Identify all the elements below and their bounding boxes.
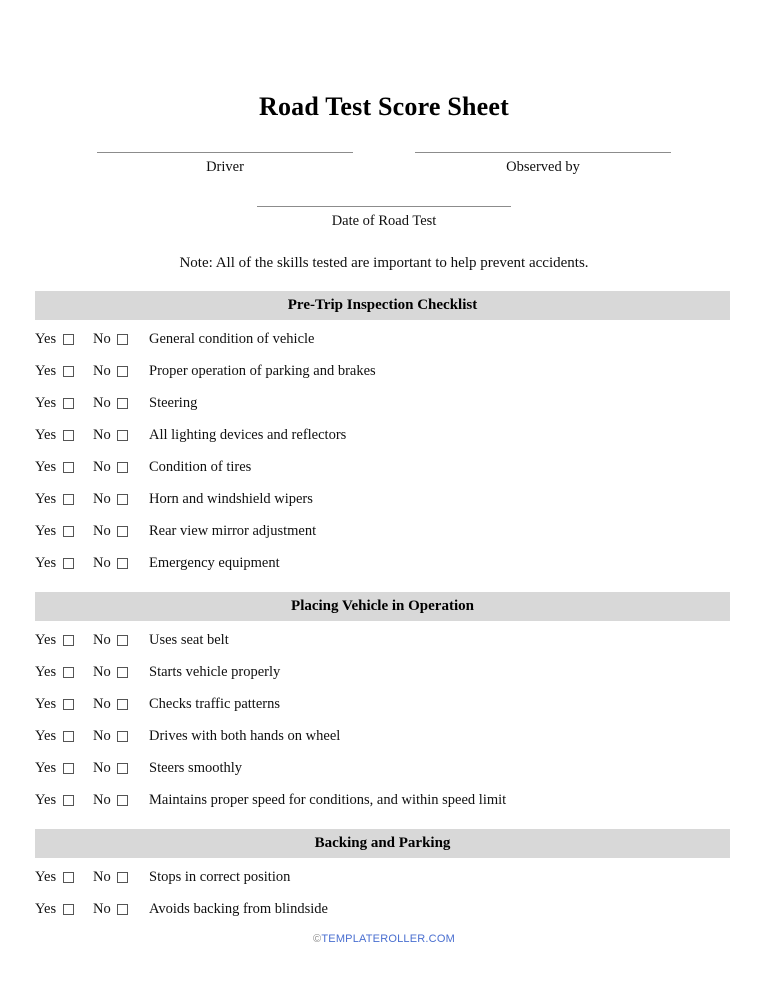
checklist	[35, 291, 730, 925]
yes-checkbox[interactable]	[63, 366, 74, 377]
yes-label: Yes	[35, 759, 57, 776]
checklist-item-label: Condition of tires	[149, 458, 252, 475]
checklist-row	[35, 624, 730, 656]
no-label: No	[93, 900, 111, 917]
no-checkbox[interactable]	[117, 334, 128, 345]
no-checkbox[interactable]	[117, 635, 128, 646]
yes-checkbox[interactable]	[63, 699, 74, 710]
yes-label: Yes	[35, 791, 57, 808]
yes-label: Yes	[35, 394, 57, 411]
no-label: No	[93, 868, 111, 885]
checklist-row	[35, 720, 730, 752]
no-checkbox[interactable]	[117, 731, 128, 742]
no-label: No	[93, 522, 111, 539]
yes-checkbox[interactable]	[63, 398, 74, 409]
yes-label: Yes	[35, 330, 57, 347]
yes-label: Yes	[35, 362, 57, 379]
checklist-row	[35, 656, 730, 688]
checklist-row	[35, 893, 730, 925]
yes-label: Yes	[35, 522, 57, 539]
checklist-row	[35, 451, 730, 483]
no-label: No	[93, 791, 111, 808]
no-label: No	[93, 426, 111, 443]
yes-checkbox[interactable]	[63, 795, 74, 806]
checklist-item-label: Starts vehicle properly	[149, 663, 281, 680]
checklist-row	[35, 752, 730, 784]
no-checkbox[interactable]	[117, 795, 128, 806]
no-label: No	[93, 727, 111, 744]
checklist-item-label: Rear view mirror adjustment	[149, 522, 317, 539]
signature-field-driver	[97, 152, 353, 176]
yes-checkbox[interactable]	[63, 494, 74, 505]
signature-label-date-of-road-test: Date of Road Test	[331, 213, 437, 229]
section-header: Pre-Trip Inspection Checklist	[35, 291, 730, 320]
yes-checkbox[interactable]	[63, 462, 74, 473]
yes-label: Yes	[35, 631, 57, 648]
yes-label: Yes	[35, 900, 57, 917]
no-label: No	[93, 759, 111, 776]
checklist-row	[35, 355, 730, 387]
yes-label: Yes	[35, 554, 57, 571]
no-checkbox[interactable]	[117, 667, 128, 678]
yes-checkbox[interactable]	[63, 526, 74, 537]
no-label: No	[93, 554, 111, 571]
no-checkbox[interactable]	[117, 398, 128, 409]
no-label: No	[93, 695, 111, 712]
yes-label: Yes	[35, 426, 57, 443]
checklist-row	[35, 515, 730, 547]
signature-field-observed-by	[415, 152, 671, 176]
no-checkbox[interactable]	[117, 558, 128, 569]
yes-label: Yes	[35, 663, 57, 680]
checklist-item-label: Stops in correct position	[149, 868, 291, 885]
checklist-row	[35, 784, 730, 816]
checklist-row	[35, 547, 730, 579]
no-label: No	[93, 490, 111, 507]
yes-checkbox[interactable]	[63, 334, 74, 345]
checklist-row	[35, 688, 730, 720]
checklist-item-label: Drives with both hands on wheel	[149, 727, 341, 744]
no-checkbox[interactable]	[117, 699, 128, 710]
signature-line-date-of-road-test[interactable]	[257, 206, 511, 207]
checklist-row	[35, 861, 730, 893]
yes-label: Yes	[35, 490, 57, 507]
checklist-row	[35, 419, 730, 451]
no-label: No	[93, 663, 111, 680]
yes-label: Yes	[35, 458, 57, 475]
no-label: No	[93, 394, 111, 411]
no-checkbox[interactable]	[117, 763, 128, 774]
signature-label-driver: Driver	[206, 159, 244, 175]
yes-checkbox[interactable]	[63, 635, 74, 646]
yes-label: Yes	[35, 868, 57, 885]
brand-link[interactable]: TEMPLATEROLLER.COM	[321, 933, 455, 945]
checklist-item-label: Avoids backing from blindside	[149, 900, 328, 917]
yes-label: Yes	[35, 727, 57, 744]
no-checkbox[interactable]	[117, 462, 128, 473]
checklist-row	[35, 323, 730, 355]
yes-checkbox[interactable]	[63, 872, 74, 883]
footer-watermark	[0, 933, 768, 945]
checklist-item-label: Uses seat belt	[149, 631, 229, 648]
no-checkbox[interactable]	[117, 526, 128, 537]
no-checkbox[interactable]	[117, 872, 128, 883]
checklist-item-label: Maintains proper speed for conditions, and within speed limit	[149, 791, 507, 808]
checklist-row	[35, 483, 730, 515]
checklist-item-label: Proper operation of parking and brakes	[149, 362, 376, 379]
yes-label: Yes	[35, 695, 57, 712]
checklist-item-label: General condition of vehicle	[149, 330, 315, 347]
section-header: Placing Vehicle in Operation	[35, 592, 730, 621]
instruction-note: Note: All of the skills tested are important to help prevent accidents.	[179, 255, 589, 271]
signature-label-observed-by: Observed by	[506, 159, 580, 175]
checklist-item-label: Horn and windshield wipers	[149, 490, 313, 507]
section-header: Backing and Parking	[35, 829, 730, 858]
copyright-icon: ©	[313, 933, 322, 945]
no-label: No	[93, 458, 111, 475]
checklist-item-label: All lighting devices and reflectors	[149, 426, 347, 443]
no-checkbox[interactable]	[117, 904, 128, 915]
signature-line-observed-by[interactable]	[415, 152, 671, 153]
checklist-item-label: Steering	[149, 394, 198, 411]
no-label: No	[93, 330, 111, 347]
yes-checkbox[interactable]	[63, 904, 74, 915]
yes-checkbox[interactable]	[63, 558, 74, 569]
checklist-item-label: Steers smoothly	[149, 759, 243, 776]
no-checkbox[interactable]	[117, 494, 128, 505]
signature-field-date-of-road-test	[257, 206, 511, 230]
no-label: No	[93, 362, 111, 379]
no-checkbox[interactable]	[117, 430, 128, 441]
signature-line-driver[interactable]	[97, 152, 353, 153]
page-title: Road Test Score Sheet	[258, 92, 509, 121]
yes-checkbox[interactable]	[63, 763, 74, 774]
yes-checkbox[interactable]	[63, 430, 74, 441]
no-label: No	[93, 631, 111, 648]
checklist-item-label: Emergency equipment	[149, 554, 280, 571]
checklist-item-label: Checks traffic patterns	[149, 695, 280, 712]
checklist-row	[35, 387, 730, 419]
yes-checkbox[interactable]	[63, 667, 74, 678]
yes-checkbox[interactable]	[63, 731, 74, 742]
no-checkbox[interactable]	[117, 366, 128, 377]
